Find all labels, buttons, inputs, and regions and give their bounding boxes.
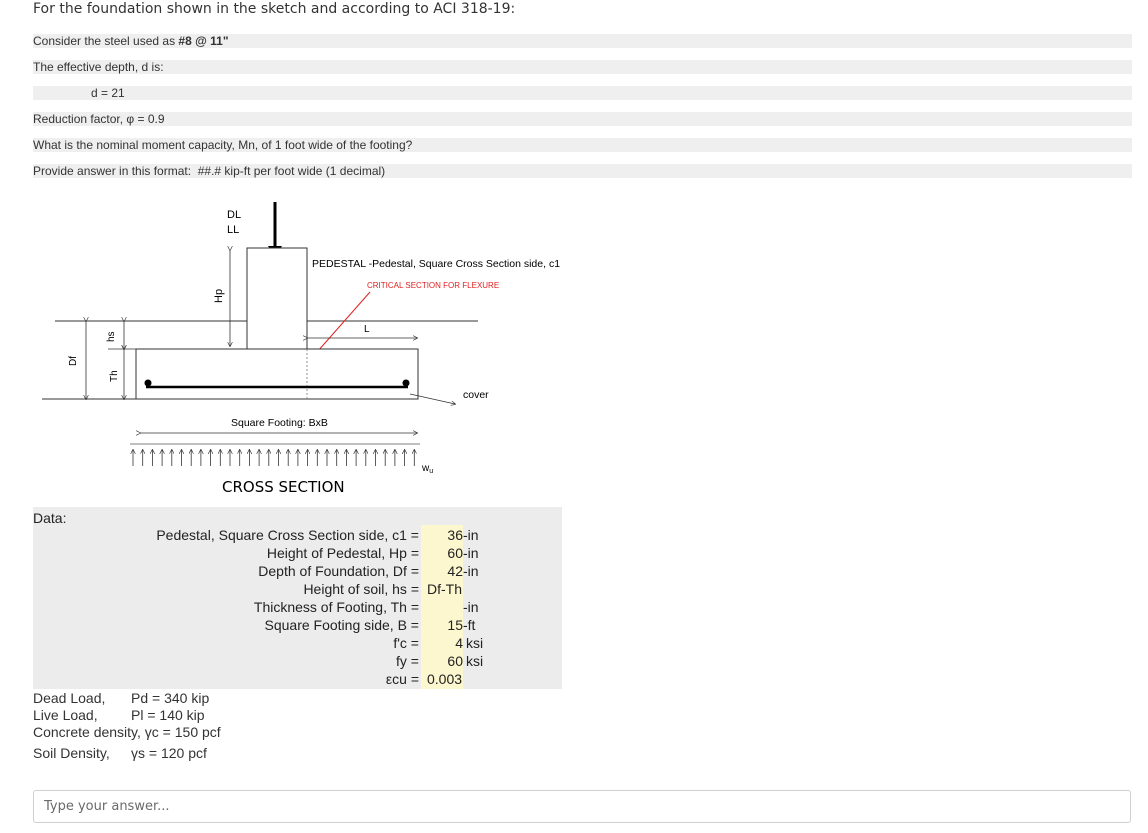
question-title: For the foundation shown in the sketch and according to ACI 318-19: [33,1,516,17]
data-row-label: Thickness of Footing, Th = [253,599,419,615]
th-label: Th [109,370,120,382]
data-row-value: Df-Th [427,581,462,597]
dead-load-value: Pd = 340 kip [131,690,210,706]
footing [136,349,418,399]
pedestal-label: PEDESTAL -Pedestal, Square Cross Section side, c1 [312,258,561,270]
concrete-density-row [33,724,221,741]
data-row-unit: ksi [466,653,484,669]
live-load-value: Pl = 140 kip [131,707,205,723]
effective-depth-line [33,86,1132,100]
l-label: L [364,324,370,335]
data-row-label: f'c = [393,635,419,651]
steel-value: #8 @ 11" [178,34,229,48]
soil-density-row [33,745,221,762]
data-row-unit: -in [463,527,479,543]
hs-label: hs [106,331,117,342]
concrete-density-label: Concrete density, γc = 150 pcf [33,724,221,740]
data-row-label: εcu = [385,671,419,687]
steel-prefix: Consider the steel used as [33,34,179,48]
data-row-value: 0.003 [427,671,463,687]
steel-line [33,34,1132,48]
data-row-value: 15 [447,617,463,633]
reduction-factor [33,112,1132,126]
pedestal [247,248,307,349]
data-row-label: Square Footing side, B = [264,617,419,633]
effective-depth-value: d = 21 [91,86,125,100]
data-row-value: 4 [455,635,463,651]
hp-label: Hp [213,288,225,303]
answer-input[interactable] [33,790,1131,823]
effective-depth-prompt [33,60,1132,74]
data-row-label: Depth of Foundation, Df = [258,563,419,579]
soil-density-label: Soil Density, [33,745,110,761]
cover-label: cover [463,389,489,401]
data-row-value: 36 [447,527,463,543]
effective-depth-prompt-text: The effective depth, d is: [33,60,164,74]
data-row-value: 60 [447,653,463,669]
question-text-value: What is the nominal moment capacity, Mn, of 1 foot wide of the footing? [33,138,413,152]
data-row-unit: -in [463,599,479,615]
dead-load-row [33,690,221,707]
data-row-label: Pedestal, Square Cross Section side, c1 = [156,527,419,543]
data-row-label: Height of soil, hs = [303,581,419,597]
loads-block [33,690,221,762]
cross-section-title: CROSS SECTION [222,478,345,496]
data-row-unit: ksi [466,635,484,651]
live-load-row [33,707,221,724]
soil-pressure-arrows [133,450,414,466]
data-row-label: Height of Pedestal, Hp = [266,545,419,561]
dead-load-label: Dead Load, [33,690,106,706]
df-label: Df [68,356,79,366]
data-row-unit: -ft [463,617,476,633]
question-text [33,138,1132,152]
wu-label: $w_u$ [422,463,434,475]
ll-label: LL [227,224,240,236]
rebar-left-end [145,380,152,387]
data-row-value: 60 [447,545,463,561]
data-row-value: 42 [447,563,463,579]
reduction-factor-text: Reduction factor, φ = 0.9 [33,112,165,126]
data-row-unit: -in [463,563,479,579]
answer-format-text: Provide answer in this format: ##.# kip-ft per foot wide (1 decimal) [33,164,386,178]
soil-density-value: γs = 120 pcf [131,745,207,761]
foundation-diagram [0,190,620,510]
critical-section-label: CRITICAL SECTION FOR FLEXURE [367,281,500,290]
live-load-label: Live Load, [33,707,98,723]
rebar-right-end [403,380,410,387]
data-row-unit: -in [463,545,479,561]
answer-format [33,164,1132,178]
data-row-label: fy = [396,653,419,669]
data-heading: Data: [33,510,67,526]
dl-label: DL [227,209,242,221]
footing-label: Square Footing: BxB [231,417,328,429]
